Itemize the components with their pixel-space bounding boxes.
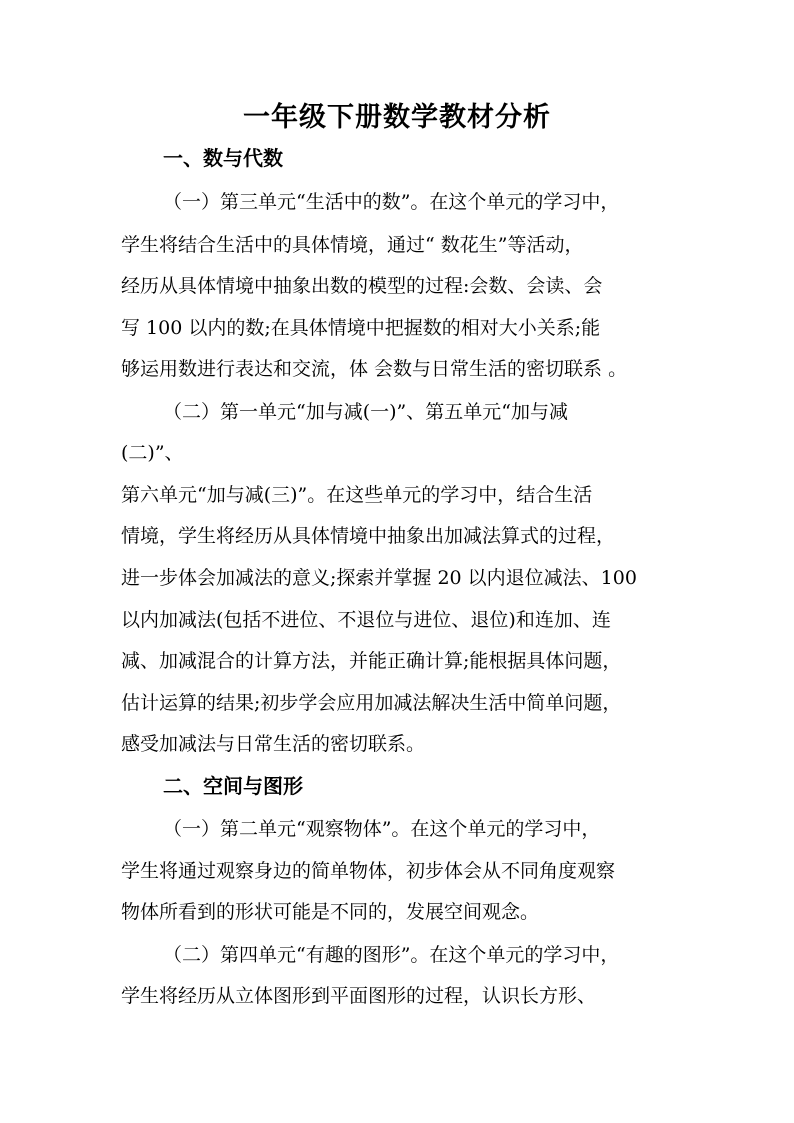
paragraph-line: 减、加减混合的计算方法，并能正确计算;能根据具体问题， xyxy=(121,650,622,672)
section-heading-number-algebra: 一、数与代数 xyxy=(163,146,283,170)
paragraph-line: 经历从具体情境中抽象出数的模型的过程:会数、会读、会 xyxy=(121,275,603,297)
paragraph-line: 写 100 以内的数;在具体情境中把握数的相对大小关系;能 xyxy=(121,317,601,339)
paragraph-line: (二)”、 xyxy=(121,442,184,464)
paragraph-line: 够运用数进行表达和交流，体 会数与日常生活的密切联系 。 xyxy=(121,358,628,380)
paragraph-line: 物体所看到的形状可能是不同的，发展空间观念。 xyxy=(121,901,540,923)
paragraph-line: （一）第二单元“观察物体”。在这个单元的学习中， xyxy=(163,818,601,840)
paragraph-line: 进一步体会加减法的意义;探索并掌握 20 以内退位减法、100 xyxy=(121,567,637,589)
paragraph-line: 感受加减法与日常生活的密切联系。 xyxy=(121,733,426,755)
paragraph-line: 估计运算的结果;初步学会应用加减法解决生活中简单问题， xyxy=(121,692,622,714)
paragraph-line: （二）第四单元“有趣的图形”。在这个单元的学习中， xyxy=(163,944,620,966)
paragraph-line: 情境，学生将经历从具体情境中抽象出加减法算式的过程， xyxy=(121,525,616,547)
paragraph-line: 学生将通过观察身边的简单物体，初步体会从不同角度观察 xyxy=(121,860,616,882)
section-heading-space-shapes: 二、空间与图形 xyxy=(163,774,303,798)
paragraph-line: 以内加减法(包括不进位、不退位与进位、退位)和连加、连 xyxy=(121,609,611,631)
paragraph-line: 学生将经历从立体图形到平面图形的过程，认识长方形、 xyxy=(121,985,597,1007)
document-title: 一年级下册数学教材分析 xyxy=(243,102,551,133)
paragraph-line: 学生将结合生活中的具体情境，通过“ 数花生”等活动， xyxy=(121,234,584,256)
paragraph-line: （一）第三单元“生活中的数”。在这个单元的学习中， xyxy=(163,191,620,213)
paragraph-line: 第六单元“加与减(三)”。在这些单元的学习中，结合生活 xyxy=(121,484,593,506)
paragraph-line: （二）第一单元“加与减(一)”、第五单元“加与减 xyxy=(163,401,568,423)
